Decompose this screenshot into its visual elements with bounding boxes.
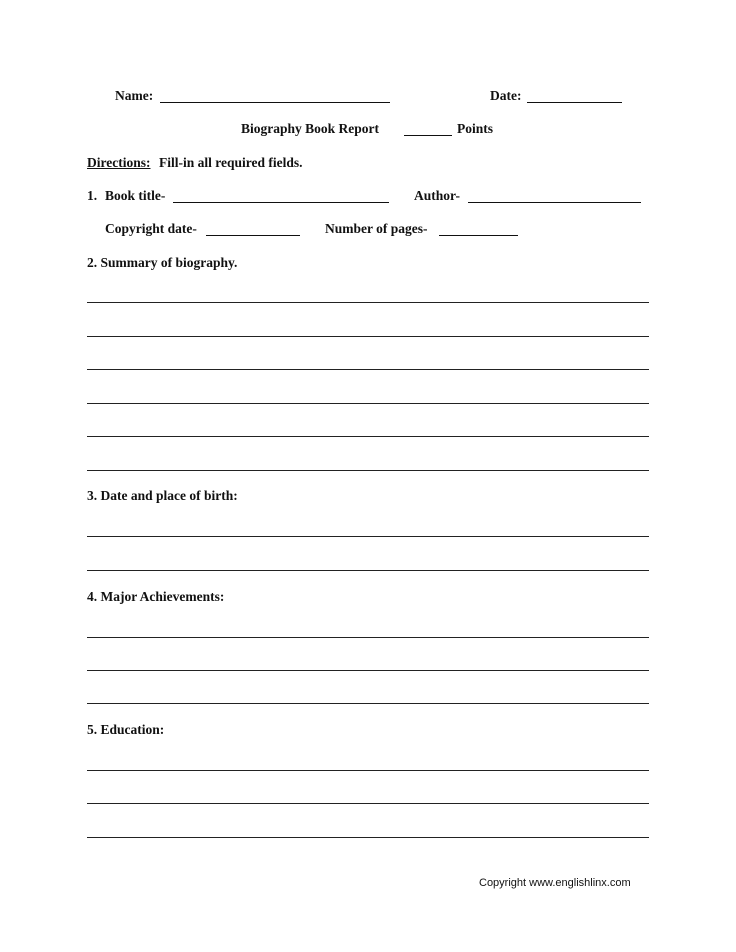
section-heading-education: 5. Education: [87, 722, 165, 737]
author-label: Author- [414, 188, 460, 203]
copyright-date-label: Copyright date- [105, 221, 197, 236]
points-label: Points [457, 121, 494, 136]
achievements-writing-line[interactable] [87, 670, 649, 671]
section-heading-achievements: 4. Major Achievements: [87, 589, 225, 604]
date-field[interactable] [527, 102, 622, 103]
date-label: Date: [490, 88, 522, 103]
section-heading-summary: 2. Summary of biography. [87, 255, 238, 270]
achievements-writing-line[interactable] [87, 637, 649, 638]
birth-writing-line[interactable] [87, 570, 649, 571]
achievements-writing-line[interactable] [87, 703, 649, 704]
summary-writing-line[interactable] [87, 336, 649, 337]
section-heading-birth: 3. Date and place of birth: [87, 488, 238, 503]
points-field[interactable] [404, 135, 452, 136]
summary-writing-line[interactable] [87, 302, 649, 303]
education-writing-line[interactable] [87, 837, 649, 838]
book-title-label: Book title- [105, 188, 166, 203]
copyright-date-field[interactable] [206, 235, 300, 236]
education-writing-line[interactable] [87, 770, 649, 771]
directions-text: Fill-in all required fields. [159, 155, 303, 170]
name-field[interactable] [160, 102, 390, 103]
number-of-pages-field[interactable] [439, 235, 518, 236]
summary-writing-line[interactable] [87, 369, 649, 370]
summary-writing-line[interactable] [87, 470, 649, 471]
number-of-pages-label: Number of pages- [325, 221, 428, 236]
summary-writing-line[interactable] [87, 436, 649, 437]
report-title: Biography Book Report [241, 121, 380, 136]
item-number-1: 1. [87, 188, 98, 203]
copyright-footer: Copyright www.englishlinx.com [479, 877, 631, 889]
directions-label: Directions: [87, 155, 151, 170]
education-writing-line[interactable] [87, 803, 649, 804]
book-title-field[interactable] [173, 202, 389, 203]
name-label: Name: [115, 88, 154, 103]
birth-writing-line[interactable] [87, 536, 649, 537]
author-field[interactable] [468, 202, 641, 203]
summary-writing-line[interactable] [87, 403, 649, 404]
